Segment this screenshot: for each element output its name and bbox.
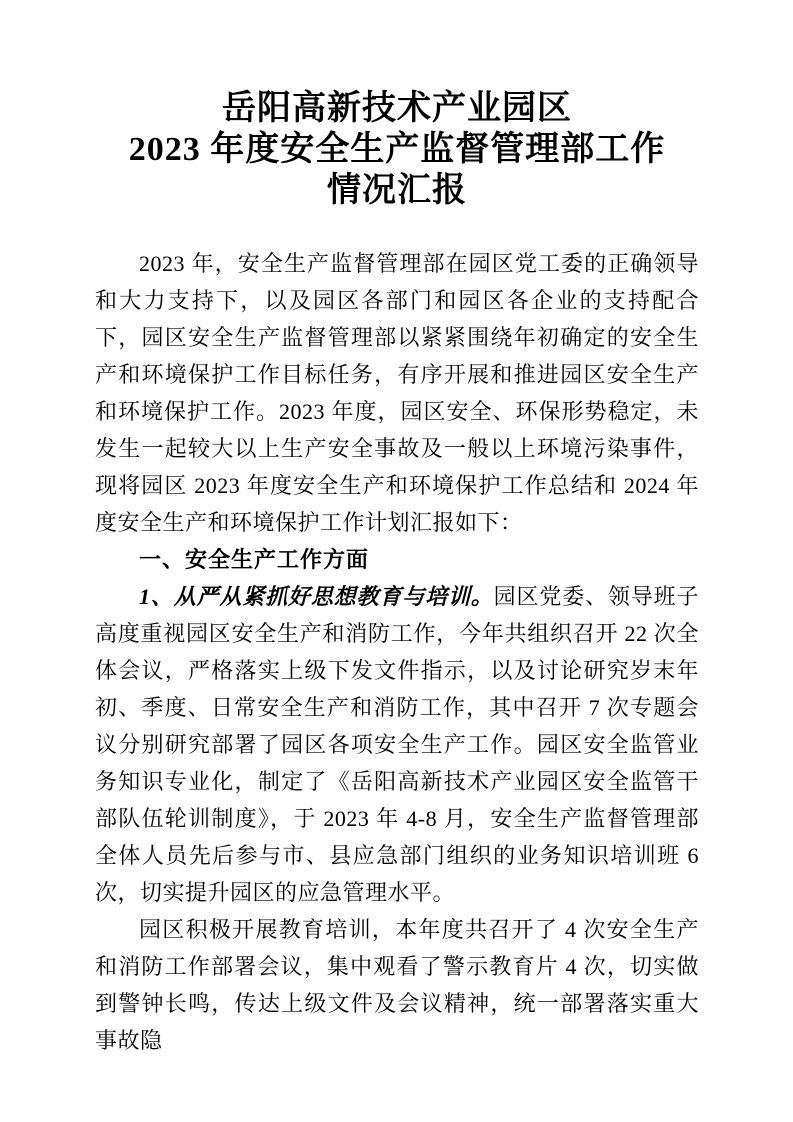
intro-paragraph: 2023 年，安全生产监督管理部在园区党工委的正确领导和大力支持下，以及园区各部门和园区各企业的支持配合下，园区安全生产监督管理部以紧紧围绕年初确定的安全生产和环境保护工作目标任务，有序开展和推进园区安全生产和环境保护工作。2023 年度，园区安全、环保形势稳定，未发生一起较大以上生产安全事故及一般以上环境污染事件，现将园区 2023 年度安全生产和环境保护工作总结和 2024 年度安全生产和环境保护工作计划汇报如下：: [95, 251, 699, 535]
title-line-1: 岳阳高新技术产业园区: [222, 90, 572, 127]
training-paragraph: 园区积极开展教育培训，本年度共召开了 4 次安全生产和消防工作部署会议，集中观看了警示教育片 4 次，切实做到警钟长鸣，传达上级文件及会议精神，统一部署落实重大事故隐: [95, 917, 699, 1053]
document-body: [95, 245, 699, 1059]
document-title: [95, 88, 699, 211]
item-1-paragraph: [95, 578, 699, 911]
item-1-body-text: 园区党委、领导班子高度重视园区安全生产和消防工作，今年共组织召开 22 次全体会议，严格落实上级下发文件指示，以及讨论研究岁末年初、季度、日常安全生产和消防工作，其中召开 7 次专题会议分别研究部署了园区各项安全生产工作。园区安全监管业务知识专业化，制定了《岳阳高新技术产业园区安全监管干部队伍轮训制度》，于 2023 年 4-8 月，安全生产监督管理部全体人员先后参与市、县应急部门组织的业务知识培训班 6 次，切实提升园区的应急管理水平。: [95, 584, 699, 905]
item-1-lead-emphasis: 1、从严从紧抓好思想教育与培训。: [139, 584, 494, 609]
title-line-2: 2023 年度安全生产监督管理部工作: [128, 131, 666, 168]
section-heading-safety-production: 一、安全生产工作方面: [139, 547, 370, 572]
title-line-3: 情况汇报: [327, 172, 467, 209]
